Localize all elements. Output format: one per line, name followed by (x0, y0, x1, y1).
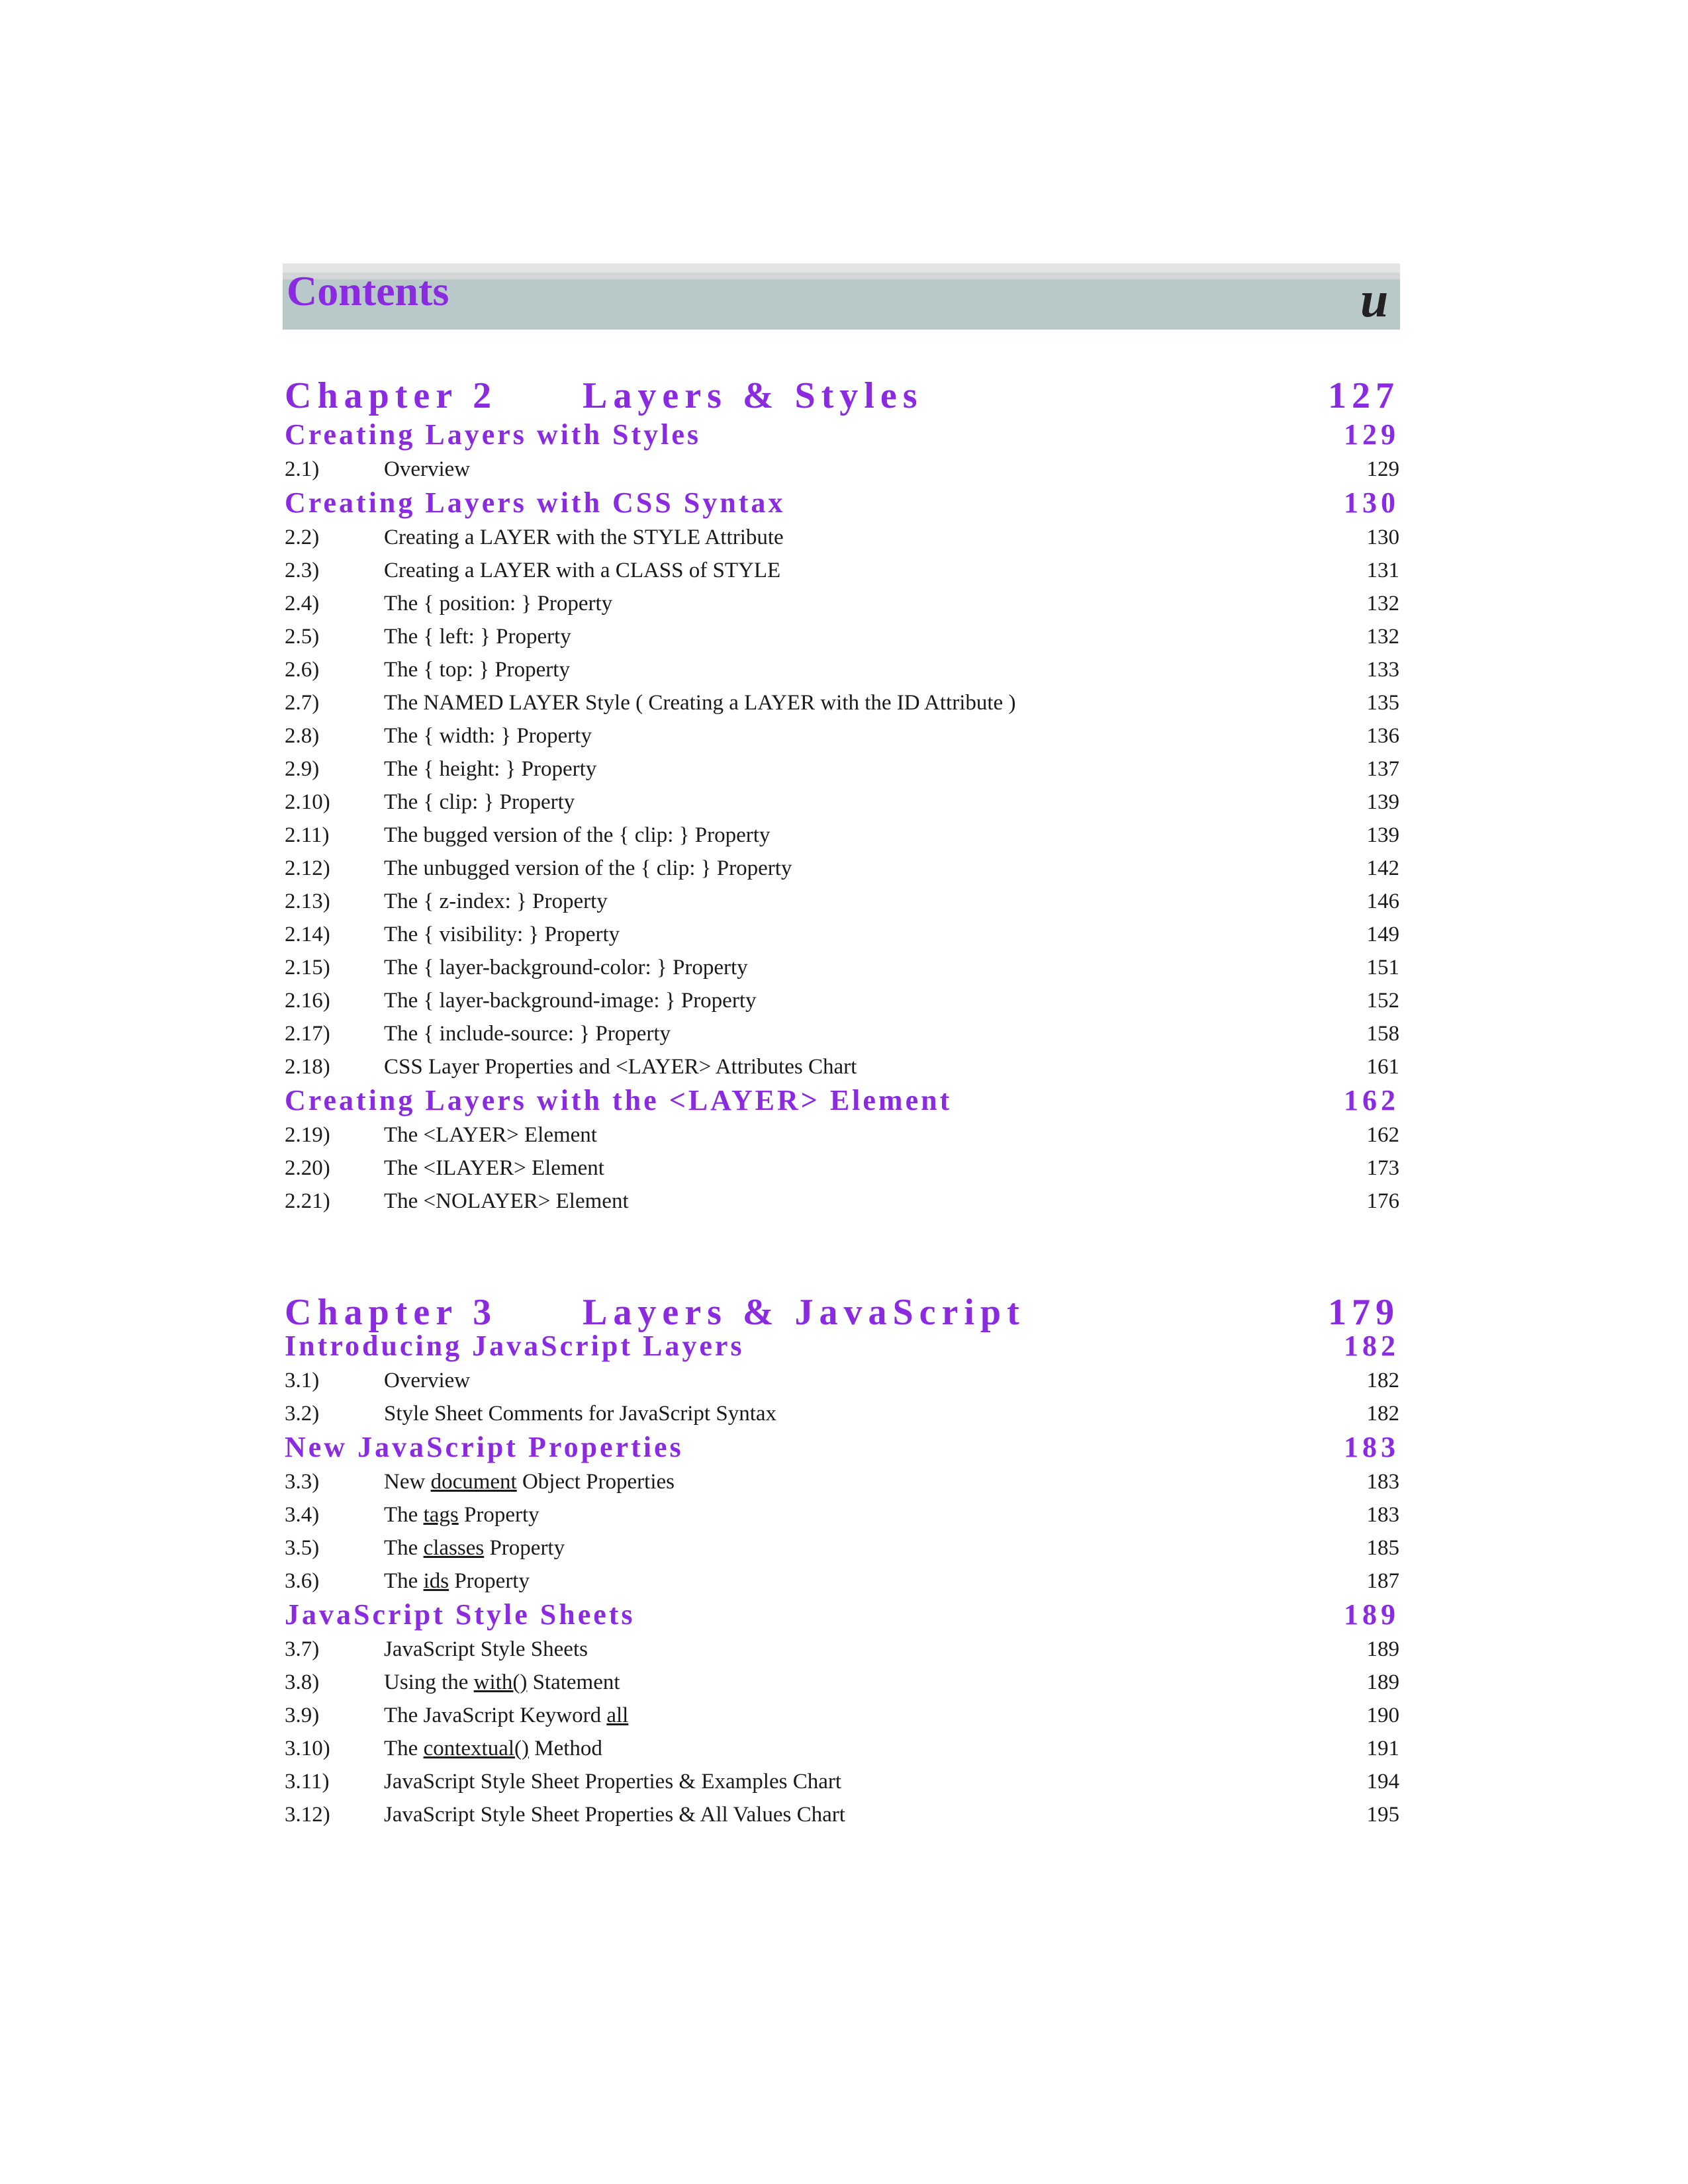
entry-page-number: 139 (1366, 823, 1399, 847)
entry-title: The <ILAYER> Element (384, 1156, 604, 1180)
section-title: Creating Layers with CSS Syntax (285, 486, 786, 519)
entry-number: 3.2) (285, 1402, 320, 1426)
entry-title: JavaScript Style Sheets (384, 1637, 588, 1661)
toc-entry[interactable] (285, 686, 1399, 719)
entry-number: 2.10) (285, 790, 330, 814)
toc-entry[interactable] (285, 719, 1399, 752)
entry-page-number: 133 (1366, 658, 1399, 682)
entry-page-number: 182 (1366, 1369, 1399, 1392)
section-title: Creating Layers with Styles (285, 418, 702, 451)
entry-title: The { left: } Property (384, 625, 571, 649)
toc-entry[interactable] (285, 653, 1399, 686)
entry-number: 3.11) (285, 1770, 330, 1794)
entry-number: 3.8) (285, 1670, 320, 1694)
entry-number: 3.1) (285, 1369, 320, 1392)
entry-page-number: 132 (1366, 625, 1399, 649)
entry-page-number: 130 (1366, 525, 1399, 549)
header-stripe (283, 263, 1400, 273)
header-stripe (283, 273, 1400, 279)
section-title: New JavaScript Properties (285, 1431, 684, 1463)
entry-page-number: 142 (1366, 856, 1399, 880)
toc-entry[interactable] (285, 1118, 1399, 1152)
entry-title-suffix: Object Properties (516, 1470, 675, 1494)
chapter-label: Chapter 3 (285, 1292, 498, 1333)
entry-keyword: classes (423, 1536, 485, 1560)
entry-number: 2.15) (285, 956, 330, 979)
entry-number: 2.14) (285, 923, 330, 946)
entry-number: 2.18) (285, 1055, 330, 1079)
chapter-page-number: 179 (1328, 1292, 1399, 1333)
section-heading[interactable] (285, 486, 1399, 520)
toc-entry[interactable] (285, 1633, 1399, 1666)
entry-title (384, 1699, 628, 1732)
entry-page-number: 131 (1366, 559, 1399, 582)
entry-title: The { height: } Property (384, 757, 597, 781)
entry-number: 2.1) (285, 457, 320, 481)
section-heading[interactable] (285, 1598, 1399, 1632)
entry-title: The <LAYER> Element (384, 1123, 597, 1147)
toc-entry[interactable] (285, 1531, 1399, 1565)
entry-page-number: 158 (1366, 1022, 1399, 1046)
entry-title: Overview (384, 1369, 471, 1392)
entry-title: The <NOLAYER> Element (384, 1189, 629, 1213)
toc-entry[interactable] (285, 1732, 1399, 1765)
entry-title (384, 1732, 602, 1765)
entry-page-number: 137 (1366, 757, 1399, 781)
toc-entry[interactable] (285, 1765, 1399, 1798)
entry-title (384, 1565, 530, 1598)
entry-number: 2.3) (285, 559, 320, 582)
entry-number: 2.2) (285, 525, 320, 549)
logo-icon: u (1360, 272, 1389, 328)
entry-title-suffix: Property (458, 1503, 539, 1527)
entry-number: 2.4) (285, 592, 320, 615)
entry-number: 2.5) (285, 625, 320, 649)
chapter-heading (285, 1291, 1399, 1334)
entry-title: CSS Layer Properties and <LAYER> Attributes Chart (384, 1055, 857, 1079)
entry-page-number: 173 (1366, 1156, 1399, 1180)
toc-entry[interactable] (285, 984, 1399, 1017)
entry-title-prefix: New (384, 1470, 431, 1494)
entry-number: 2.12) (285, 856, 330, 880)
toc-entry[interactable] (285, 1364, 1399, 1397)
entry-number: 2.17) (285, 1022, 330, 1046)
entry-keyword: document (430, 1470, 517, 1494)
entry-title: The { top: } Property (384, 658, 570, 682)
entry-number: 3.10) (285, 1737, 330, 1760)
entry-page-number: 149 (1366, 923, 1399, 946)
section-heading[interactable] (285, 418, 1399, 452)
toc-entry[interactable] (285, 1565, 1399, 1598)
entry-number: 3.9) (285, 1704, 320, 1727)
toc-entry[interactable] (285, 852, 1399, 885)
entry-title: The NAMED LAYER Style ( Creating a LAYER with the ID Attribute ) (384, 691, 1016, 715)
section-title: JavaScript Style Sheets (285, 1598, 635, 1631)
page-title: Contents (287, 267, 449, 314)
entry-page-number: 152 (1366, 989, 1399, 1013)
entry-number: 2.9) (285, 757, 320, 781)
entry-number: 3.12) (285, 1803, 330, 1827)
entry-keyword: ids (423, 1569, 449, 1593)
entry-page-number: 146 (1366, 889, 1399, 913)
entry-page-number: 161 (1366, 1055, 1399, 1079)
entry-number: 3.5) (285, 1536, 320, 1560)
toc-entry[interactable] (285, 885, 1399, 918)
section-page-number: 183 (1344, 1431, 1399, 1463)
toc-entry[interactable] (285, 1666, 1399, 1699)
toc-entry[interactable] (285, 951, 1399, 984)
entry-title (384, 1666, 620, 1699)
entry-number: 2.19) (285, 1123, 330, 1147)
toc-entry[interactable] (285, 554, 1399, 587)
entry-page-number: 189 (1366, 1637, 1399, 1661)
entry-title: The { clip: } Property (384, 790, 575, 814)
chapter-label: Chapter 2 (285, 375, 498, 416)
toc-entry[interactable] (285, 752, 1399, 786)
entry-title-suffix: Method (529, 1737, 602, 1760)
entry-page-number: 190 (1366, 1704, 1399, 1727)
entry-page-number: 191 (1366, 1737, 1399, 1760)
entry-page-number: 129 (1366, 457, 1399, 481)
entry-title: The { layer-background-image: } Property (384, 989, 757, 1013)
entry-title (384, 1465, 675, 1498)
entry-title-prefix: The (384, 1569, 424, 1593)
entry-title: Overview (384, 457, 471, 481)
entry-title: JavaScript Style Sheet Properties & All Values Chart (384, 1803, 845, 1827)
entry-title: The unbugged version of the { clip: } Property (384, 856, 792, 880)
entry-title-suffix: Property (449, 1569, 530, 1593)
entry-title-suffix: Statement (527, 1670, 620, 1694)
entry-page-number: 176 (1366, 1189, 1399, 1213)
entry-page-number: 135 (1366, 691, 1399, 715)
entry-title: The { position: } Property (384, 592, 613, 615)
toc-entry[interactable] (285, 620, 1399, 653)
entry-page-number: 136 (1366, 724, 1399, 748)
section-heading[interactable] (285, 1083, 1399, 1118)
entry-title-suffix: Property (484, 1536, 565, 1560)
entry-title-prefix: Using the (384, 1670, 474, 1694)
entry-page-number: 162 (1366, 1123, 1399, 1147)
entry-page-number: 151 (1366, 956, 1399, 979)
entry-number: 2.8) (285, 724, 320, 748)
chapter-page-number: 127 (1328, 375, 1399, 416)
toc-entry[interactable] (285, 587, 1399, 620)
entry-number: 3.6) (285, 1569, 320, 1593)
entry-page-number: 132 (1366, 592, 1399, 615)
section-page-number: 130 (1344, 486, 1399, 519)
entry-title: The { layer-background-color: } Property (384, 956, 748, 979)
section-title: Creating Layers with the <LAYER> Element (285, 1084, 953, 1116)
toc-entry[interactable] (285, 1397, 1399, 1430)
entry-page-number: 187 (1366, 1569, 1399, 1593)
entry-keyword: contextual() (423, 1737, 529, 1760)
entry-number: 2.7) (285, 691, 320, 715)
section-page-number: 129 (1344, 418, 1399, 451)
entry-page-number: 183 (1366, 1470, 1399, 1494)
entry-number: 2.21) (285, 1189, 330, 1213)
section-page-number: 189 (1344, 1598, 1399, 1631)
entry-number: 2.6) (285, 658, 320, 682)
entry-title: The { visibility: } Property (384, 923, 620, 946)
entry-number: 2.20) (285, 1156, 330, 1180)
entry-title: Creating a LAYER with the STYLE Attribute (384, 525, 784, 549)
toc-entry[interactable] (285, 786, 1399, 819)
entry-title-prefix: The (384, 1737, 424, 1760)
section-heading[interactable] (285, 1430, 1399, 1465)
toc-entry[interactable] (285, 1798, 1399, 1831)
entry-keyword: tags (423, 1503, 459, 1527)
entry-title: The { width: } Property (384, 724, 592, 748)
toc-entry[interactable] (285, 521, 1399, 554)
entry-title: JavaScript Style Sheet Properties & Examples Chart (384, 1770, 842, 1794)
entry-title: Style Sheet Comments for JavaScript Syntax (384, 1402, 777, 1426)
entry-title-prefix: The JavaScript Keyword (384, 1704, 607, 1727)
entry-number: 3.7) (285, 1637, 320, 1661)
toc-entry[interactable] (285, 1699, 1399, 1732)
entry-keyword: all (606, 1704, 629, 1727)
toc-entry[interactable] (285, 918, 1399, 951)
entry-page-number: 195 (1366, 1803, 1399, 1827)
entry-title: Creating a LAYER with a CLASS of STYLE (384, 559, 781, 582)
entry-title-prefix: The (384, 1536, 424, 1560)
toc-entry[interactable] (285, 819, 1399, 852)
toc-entry[interactable] (285, 453, 1399, 486)
chapter-title: Layers & Styles (583, 375, 923, 416)
entry-page-number: 189 (1366, 1670, 1399, 1694)
entry-page-number: 182 (1366, 1402, 1399, 1426)
entry-title (384, 1531, 565, 1565)
toc-entry[interactable] (285, 1465, 1399, 1498)
toc-entry[interactable] (285, 1185, 1399, 1218)
entry-title: The bugged version of the { clip: } Property (384, 823, 771, 847)
entry-title (384, 1498, 539, 1531)
entry-number: 2.13) (285, 889, 330, 913)
toc-entry[interactable] (285, 1498, 1399, 1531)
chapter-title: Layers & JavaScript (583, 1292, 1025, 1333)
chapter-heading (285, 374, 1399, 418)
toc-entry[interactable] (285, 1050, 1399, 1083)
toc-entry[interactable] (285, 1017, 1399, 1050)
entry-page-number: 185 (1366, 1536, 1399, 1560)
entry-page-number: 194 (1366, 1770, 1399, 1794)
entry-number: 2.11) (285, 823, 330, 847)
entry-number: 2.16) (285, 989, 330, 1013)
entry-number: 3.3) (285, 1470, 320, 1494)
header-bar (283, 279, 1400, 330)
entry-page-number: 139 (1366, 790, 1399, 814)
header-band (283, 263, 1400, 330)
entry-title: The { include-source: } Property (384, 1022, 671, 1046)
entry-page-number: 183 (1366, 1503, 1399, 1527)
entry-keyword: with() (473, 1670, 528, 1694)
section-heading[interactable] (285, 1329, 1399, 1363)
section-page-number: 182 (1344, 1330, 1399, 1362)
entry-title-prefix: The (384, 1503, 424, 1527)
toc-entry[interactable] (285, 1152, 1399, 1185)
section-page-number: 162 (1344, 1084, 1399, 1116)
entry-title: The { z-index: } Property (384, 889, 608, 913)
section-title: Introducing JavaScript Layers (285, 1330, 745, 1362)
entry-number: 3.4) (285, 1503, 320, 1527)
